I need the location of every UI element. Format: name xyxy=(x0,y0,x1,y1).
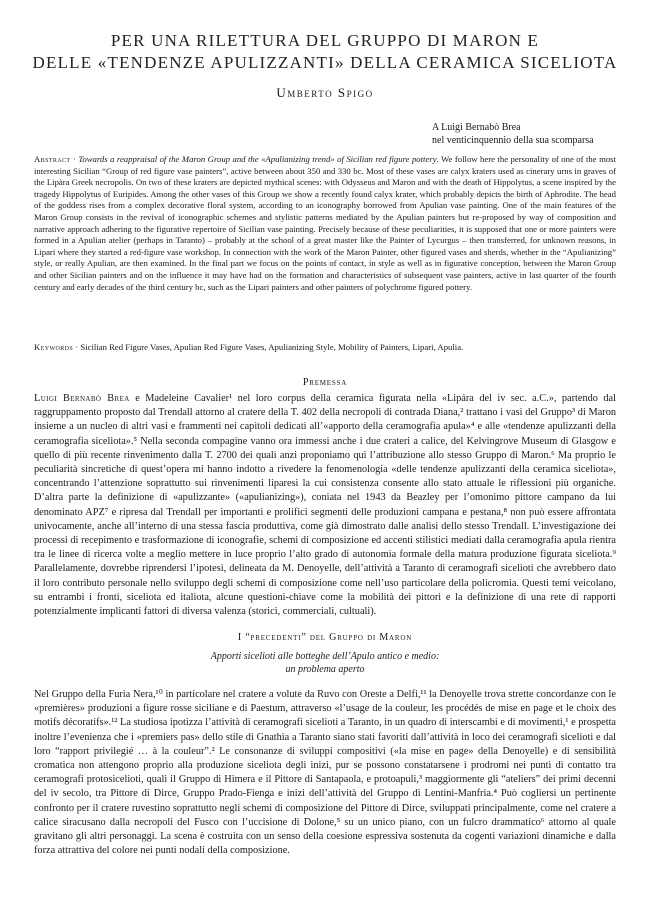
keywords: Keywords · Sicilian Red Figure Vases, Apulian Red Figure Vases, Apulianizing Style, Mobility of Painters, Lipari, Apulia. xyxy=(34,342,464,352)
subsection-line-2: un problema aperto xyxy=(285,664,365,675)
dedication xyxy=(432,121,642,147)
keywords-text: Sicilian Red Figure Vases, Apulian Red Figure Vases, Apulianizing Style, Mobility of Painters, Lipari, Apulia. xyxy=(80,342,464,352)
dedication-line-1: A Luigi Bernabò Brea xyxy=(432,122,521,133)
abstract: Abstract · Towards a reappraisal of the Maron Group and the «Apulianizing trend» of Sicilian red figure pottery. We follow here the personality of one of the most interesting Sicilian “Group of red figure vase painters”, active between about 350 and 330 bc. Most of these vases are calyx kraters used as cinerary urns in graves of the Lipàra Greek necropolis. On two of these kraters are depicted mythical scenes: with Odysseus and Maron and with the death of Hippolytus, a scene inspired by the tragedy Hippolytus of Euripides. Among the other vases of this Group we show a recently found calyx krater, which probably depicts the birth of Aphrodite. The head of the goddess rises from a complex decorative floral system, according to an iconography borrowed from Apulian vase painting. One of the main features of the Maron Group consists in the revival of iconographic schemes and stylistic patterns mediated by the Apulian painters but re-proposed by way of composition and narrative approach adhering to the figurative repertoire of Sicilian vase painting. Precisely because of these peculiarities, it is supposed that one or more painters were formed in a Apulian atelier (perhaps in Taranto) – probably at the school of a great master like the Painter of Lycurgus – then transferred, for unknown reasons, in Lipari where they started a red-figure vase workshop. In connection with the work of the Maron Painter, other figured vases and sherds, whether in the “Apulianizing” style, or really Apulian, are then examined. In the final part we focus on the points of contact, in style as well as in figurative conception, between the Maron Group and other Sicilian painters and on the influence it may have had on the formation and characteristics of subsequent vase painters, active in last quarter of the fourth century and early decades of the third century bc, such as the Lipari painters and other painters of polychrome figured pottery. xyxy=(34,154,616,292)
article-title-line-2: DELLE «TENDENZE APULIZZANTI» DELLA CERAMICA SICELIOTA xyxy=(32,53,618,72)
abstract-title: Towards a reappraisal of the Maron Group and the «Apulianizing trend» of Sicilian red figure pottery xyxy=(78,154,437,164)
article-title-line-1: PER UNA RILETTURA DEL GRUPPO DI MARON E xyxy=(110,31,540,50)
abstract-text: We follow here the personality of one of the most interesting Sicilian “Group of red figure vase painters”, active between about 350 and 330 bc. Most of these vases are calyx kraters used as cinerary urns in graves of the Lipàra Greek necropolis. On two of these kraters are depicted mythical scenes: with Odysseus and Maron and with the death of Hippolytus, a scene inspired by the tragedy Hippolytus of Euripides. Among the other vases of this Group we show a recently found calyx krater, which probably depicts the birth of Aphrodite. The head of the goddess rises from a complex decorative floral system, according to an iconography borrowed from Apulian vase painting. One of the main features of the Maron Group consists in the revival of iconographic schemes and stylistic patterns mediated by the Apulian painters but re-proposed by way of composition and narrative approach adhering to the figurative repertoire of Sicilian vase painting. Precisely because of these peculiarities, it is supposed that one or more painters were formed in a Apulian atelier (perhaps in Taranto) – probably at the school of a great master like the Painter of Lycurgus – then transferred, for unknown reasons, in Lipari where they started a red-figure vase workshop. In connection with the work of the Maron Painter, other figured vases and sherds, whether in the “Apulianizing” style, or really Apulian, are then examined. In the final part we focus on the points of contact, in style as well as in figurative conception, between the Maron Group and other Sicilian painters and on the influence it may have had on the formation and characteristics of subsequent vase painters, active in last quarter of the fourth century and early decades of the third century bc, such as the Lipari painters and other painters of polychrome figured pottery. xyxy=(34,154,616,292)
paragraph-lead-name: Luigi Bernabò Brea xyxy=(34,393,130,404)
keywords-label: Keywords xyxy=(34,342,74,352)
subsection-line-1: Apporti sicelioti alle botteghe dell’Apulo antico e medio: xyxy=(210,651,440,662)
section-heading-precedenti: I “precedenti” del Gruppo di Maron xyxy=(237,632,413,643)
paragraph-1-text: e Madeleine Cavalier¹ nel loro corpus della ceramica figurata nella «Lipára del iv sec. a.C.», partendo dal raggruppamento proposto dal Trendall attorno al cratere della T. 402 della necropoli di contrada Diana,² trattano i vasi del Gruppo³ di Maron insieme a un nucleo di altri vasi e frammenti nei capitoli dedicati all’«apporto della ceramografia apula»⁴ e alle «tendenze apulizzanti della ceramografia siceliota».⁵ Nella seconda compagine vanno ora immessi anche i due crateri a calice, del Kelvingrove Museum di Glasgow e quello di più recente rinvenimento dalla T. 2700 dei quali anzi proponiamo qui l’attribuzione allo stesso Gruppo di Maron.⁶ Ma proprio le peculiarità sincretiche di quest’opera mi hanno indotto a rivedere la fenomenologia «delle tendenze apulizzanti della ceramica siceliota», concentrando l’attenzione soprattutto sui rinvenimenti liparesi la cui consistenza consente allo stato attuale le riflessioni più organiche. D’altra parte la definizione di «apulizzante» («apulianizing»), coniata nel 1943 da Beazley per l’omonimo pittore campano da lui denominato APZ⁷ e ripresa dal Trendall per importanti e prolifici segmenti delle produzioni campana e pestana,⁸ non può essere affrontata univocamente, anche all’interno di una stessa fascia produttiva, come già dimostrato dalle analisi dello stesso Trendall. L’investigazione dei processi di recepimento e trasformazione di iconografie, schemi di composizione ed accenti stilistici mediati dalla ceramografia apula rientra tra le linee di ricerca volte a meglio mettere in luce proprio l’alto grado di autonomia formale della matura produzione figurata siceliota.⁹ Parallelamente, dovrebbe riprendersi l’ipotesi, delineata da M. Denoyelle, dell’attività a Taranto di ceramografi sicelioti che avrebbero dato il loro contributo personale nello sviluppo degli schemi di composizione come nell’uso particolare della policromia. Questi temi veicolano, su entrambi i fronti, siceliota ed italiota, alcune questioni-chiave come la mobilità dei pittori e la definizione di una rete di rapporti potenzialmente implicanti fattori di diversa valenza (storici, commerciali, cultuali). xyxy=(34,393,616,618)
subsection-heading xyxy=(0,650,650,676)
body-paragraph-1 xyxy=(34,392,616,619)
section-heading-premessa: Premessa xyxy=(302,377,348,388)
author-name: Umberto Spigo xyxy=(276,85,374,100)
abstract-label: Abstract xyxy=(34,154,71,164)
body-paragraph-2: Nel Gruppo della Furia Nera,¹⁰ in particolare nel cratere a volute da Ruvo con Oreste a Delfi,¹¹ la Denoyelle trova strette concordanze con le «premières» produzioni a figure rosse siciliane e di Paestum, attraverso «l’usage de la couleur, les procédés de mise en page et le choix des motifs décoratifs».¹² La studiosa ipotizza l’attività di ceramografi sicelioti a Taranto, in un quadro di interscambi e di movimenti,¹ e prospetta inoltre l’evenienza che i «premiers pas» dello stile di Gnathia a Taranto siano stati favoriti dall’attività in loco dei ceramografi sicelioti e dal loro “rapport privilegié … à la couleur”.² Le consonanze di sviluppi compositivi («la mise en page» della Denoyelle) e di sensibilità cromatica non attengono proprio alla produzione siceliota degli inizi, pur se possono constatarsene i prodromi nei punti di contatto tra ceramografi protosicelioti, quali il Gruppo di Himera e il Pittore di Santapaola, e protoapuli,³ maggiormente gli “ateliers” dei primi decenni del iv secolo, tra Pittore di Dirce, Gruppo Prado-Fienga e inizi dell’attività del Gruppo di Lentini-Manfria.⁴ Può cogliersi un pertinente confronto per il cratere ruvestino soprattutto negli schemi di composizione del Pittore di Dirce, sviluppati principalmente, come nel cratere a calice siracusano dalla necropoli del Fusco con l’uccisione di Dolone,⁵ su un unico piano, con un fulcro drammatico⁶ attorno al quale gravitano gli altri personaggi. La scena è costruita con un senso della coesione espressiva sostenuta da cogenti variazioni dinamiche e dalla forza attrattiva del colore nei punti nodali della composizione. xyxy=(34,689,616,857)
dedication-line-2: nel venticinquennio della sua scomparsa xyxy=(432,135,594,146)
